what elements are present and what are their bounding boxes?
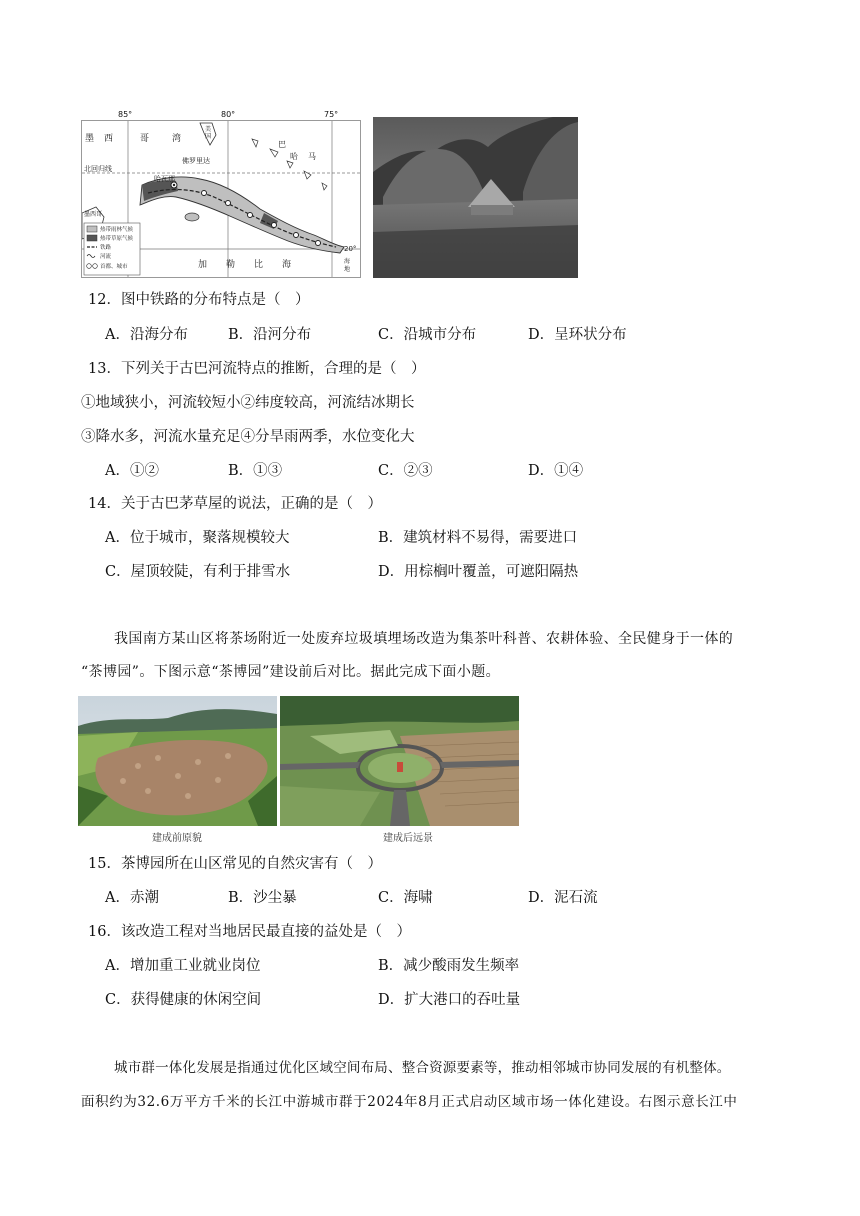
q16-stem: 16．该改造工程对当地居民最直接的益处是（ ） (88, 924, 411, 940)
q12-stem: 12．图中铁路的分布特点是（ ） (88, 292, 310, 308)
caribbean-label-2: 勒 (226, 260, 236, 270)
usa-label-1: 美 (205, 126, 212, 133)
intro3-line2: 面积约为32.6万平方千米的长江中游城市群于2024年8月正式启动区域市场一体化建设。右图示意长江中 (81, 1094, 738, 1110)
q14-option-d[interactable]: D．用棕榈叶覆盖，可遮阳隔热 (378, 564, 579, 580)
before-photo (78, 696, 277, 826)
q15-option-a[interactable]: A．赤潮 (105, 890, 159, 906)
before-photo-caption: 建成前原貌 (152, 833, 202, 844)
q15-option-b[interactable]: B．沙尘暴 (228, 890, 297, 906)
q13-option-d[interactable]: D．①④ (528, 463, 584, 479)
havana-label: 哈瓦那 (154, 175, 175, 183)
q13-statement-1: ①地域狭小，河流较短小②纬度较高，河流结冰期长 (81, 395, 415, 411)
q14-option-a[interactable]: A．位于城市，聚落规模较大 (105, 530, 290, 546)
q14-option-c[interactable]: C．屋顶较陡，有利于排雪水 (105, 564, 291, 580)
q15-option-c[interactable]: C．海啸 (378, 890, 433, 906)
q13-stem: 13．下列关于古巴河流特点的推断，合理的是（ ） (88, 361, 426, 377)
bahamas-label-1: 巴 (278, 140, 286, 149)
legend-savanna: 热带草原气候 (100, 236, 134, 242)
q14-stem: 14．关于古巴茅草屋的说法，正确的是（ ） (88, 496, 382, 512)
intro3-line1: 城市群一体化发展是指通过优化区域空间布局、整合资源要素等，推动相邻城市协同发展的有机整体。 (114, 1060, 731, 1076)
caribbean-label-4: 海 (282, 260, 292, 270)
legend-rainforest: 热带雨林气候 (100, 227, 134, 233)
q14-option-b[interactable]: B．建筑材料不易得，需要进口 (378, 530, 578, 546)
q16-option-a[interactable]: A．增加重工业就业岗位 (105, 958, 261, 974)
q13-option-a[interactable]: A．①② (105, 463, 159, 479)
gulf-label-3: 哥 (140, 134, 150, 144)
cuba-map (81, 120, 361, 278)
intro2-line1: 我国南方某山区将茶场附近一处废弃垃圾填埋场改造为集茶叶科普、农耕体验、全民健身于一体的 (114, 631, 734, 647)
gulf-label-4: 湾 (172, 134, 182, 144)
after-photo-caption: 建成后远景 (383, 833, 433, 844)
lon-label-75: 75° (324, 110, 339, 119)
usa-label-2: 国 (205, 133, 212, 140)
haiti-label-1: 海 (344, 258, 351, 265)
q16-option-d[interactable]: D．扩大港口的吞吐量 (378, 992, 521, 1008)
florida-strait-label: 佛罗里达 (182, 157, 210, 165)
thatched-hut-photo (373, 117, 578, 278)
q16-option-c[interactable]: C．获得健康的休闲空间 (105, 992, 262, 1008)
legend-railway: 铁路 (100, 245, 112, 251)
mexico-label: 墨西哥 (84, 211, 103, 218)
lon-label-80: 80° (221, 110, 236, 119)
q12-option-b[interactable]: B．沿河分布 (228, 327, 312, 343)
q16-option-b[interactable]: B．减少酸雨发生频率 (378, 958, 520, 974)
gulf-label-1: 墨 (85, 134, 95, 144)
tropic-label: 北回归线 (84, 165, 112, 173)
map-legend (84, 223, 140, 275)
caribbean-label-3: 比 (254, 260, 264, 270)
bahamas-label-3: 马 (308, 152, 316, 161)
intro2-line2: “茶博园”。下图示意“茶博园”建设前后对比。据此完成下面小题。 (81, 664, 501, 680)
q13-option-c[interactable]: C．②③ (378, 463, 433, 479)
lon-label-85: 85° (118, 110, 133, 119)
q15-option-d[interactable]: D．泥石流 (528, 890, 598, 906)
lat-label-20: 20° (344, 245, 357, 253)
legend-cities: 首都、城市 (100, 264, 128, 270)
q13-statement-2: ③降水多，河流水量充足④分旱雨两季，水位变化大 (81, 429, 415, 445)
q12-option-c[interactable]: C．沿城市分布 (378, 327, 477, 343)
q15-stem: 15．茶博园所在山区常见的自然灾害有（ ） (88, 856, 382, 872)
cuba-map-svg (82, 121, 360, 277)
q12-option-d[interactable]: D．呈环状分布 (528, 327, 627, 343)
gulf-label-2: 西 (104, 134, 114, 144)
legend-river: 河流 (100, 254, 112, 260)
q12-option-a[interactable]: A．沿海分布 (105, 327, 188, 343)
caribbean-label-1: 加 (198, 260, 208, 270)
bahamas-label-2: 哈 (290, 152, 298, 161)
haiti-label-2: 地 (344, 266, 351, 273)
q13-option-b[interactable]: B．①③ (228, 463, 283, 479)
after-photo (280, 696, 519, 826)
